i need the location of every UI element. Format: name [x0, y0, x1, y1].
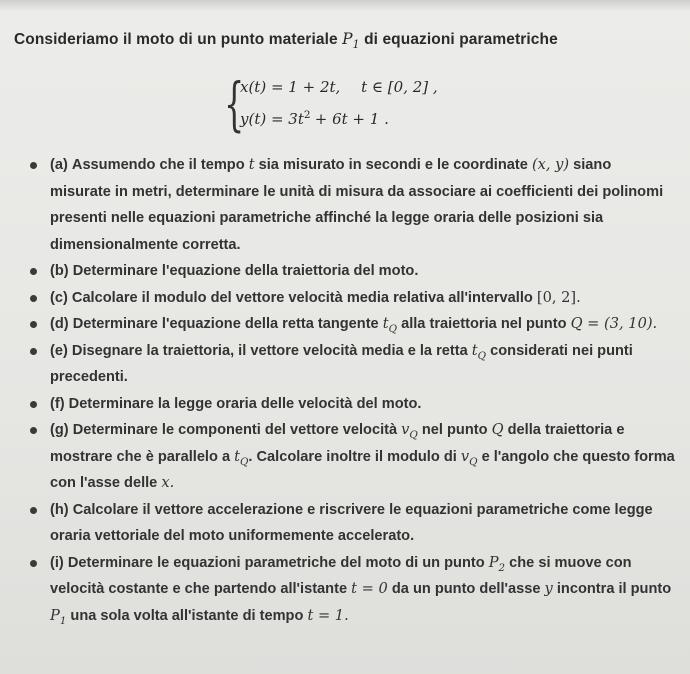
task-item-a: (a) Assumendo che il tempo t sia misurato in secondi e le coordinate (x, y) siano misurate in metri, determinare le unità di misura da associare ai coefficienti dei polinomi presenti nelle equazioni parametriche affinché la legge oraria delle posizioni sia dimensionalmente corretta.: [26, 152, 676, 258]
bullet: [30, 560, 37, 567]
intro-point: $P_1$: [342, 30, 360, 52]
top-edge: [0, 0, 690, 10]
equation-x: x(t) = 1 + 2t, t ∈ [0, 2] ,: [240, 78, 438, 96]
bullet: [30, 295, 37, 302]
bullet: [30, 348, 37, 355]
bullet: [30, 507, 37, 514]
equation-y: $y(t) = 3t^2 + 6t + 1$ .: [240, 109, 389, 128]
system-brace: {: [224, 70, 245, 138]
task-item-g: (g) Determinare le componenti del vettore velocità $v_Q$ nel punto Q della traiettoria e mostrare che è parallelo a $t_Q$. Calcolare inoltre il modulo di $v_Q$ e l'angolo che questo forma con l'asse delle x.: [26, 417, 676, 497]
task-list: [26, 152, 676, 629]
task-item-e: (e) Disegnare la traiettoria, il vettore velocità media e la retta $t_Q$ considerati nei punti precedenti.: [26, 338, 676, 391]
task-item-h: (h) Calcolare il vettore accelerazione e riscrivere le equazioni parametriche come legge oraria vettoriale del moto uniformemente accelerato.: [26, 497, 676, 550]
task-item-c: (c) Calcolare il modulo del vettore velocità media relativa all'intervallo [0, 2].: [26, 285, 676, 312]
bullet: [30, 427, 37, 434]
intro-tail: di equazioni parametriche: [364, 31, 558, 48]
intro-text: Consideriamo il moto di un punto materiale: [14, 31, 338, 48]
task-item-d: (d) Determinare l'equazione della retta tangente $t_Q$ alla traiettoria nel punto Q = (3, 10).: [26, 311, 676, 338]
task-item-b: (b) Determinare l'equazione della traiettoria del moto.: [26, 258, 676, 285]
bullet: [30, 162, 37, 169]
intro-sentence: [14, 30, 558, 52]
bullet: [30, 321, 37, 328]
bullet: [30, 268, 37, 275]
bullet: [30, 401, 37, 408]
task-item-i: (i) Determinare le equazioni parametriche del moto di un punto $P_2$ che si muove con velocità costante e che partendo all'istante t = 0 da un punto dell'asse y incontra il punto $P_1$ una sola volta all'istante di tempo t = 1.: [26, 550, 676, 630]
task-item-f: (f) Determinare la legge oraria delle velocità del moto.: [26, 391, 676, 418]
